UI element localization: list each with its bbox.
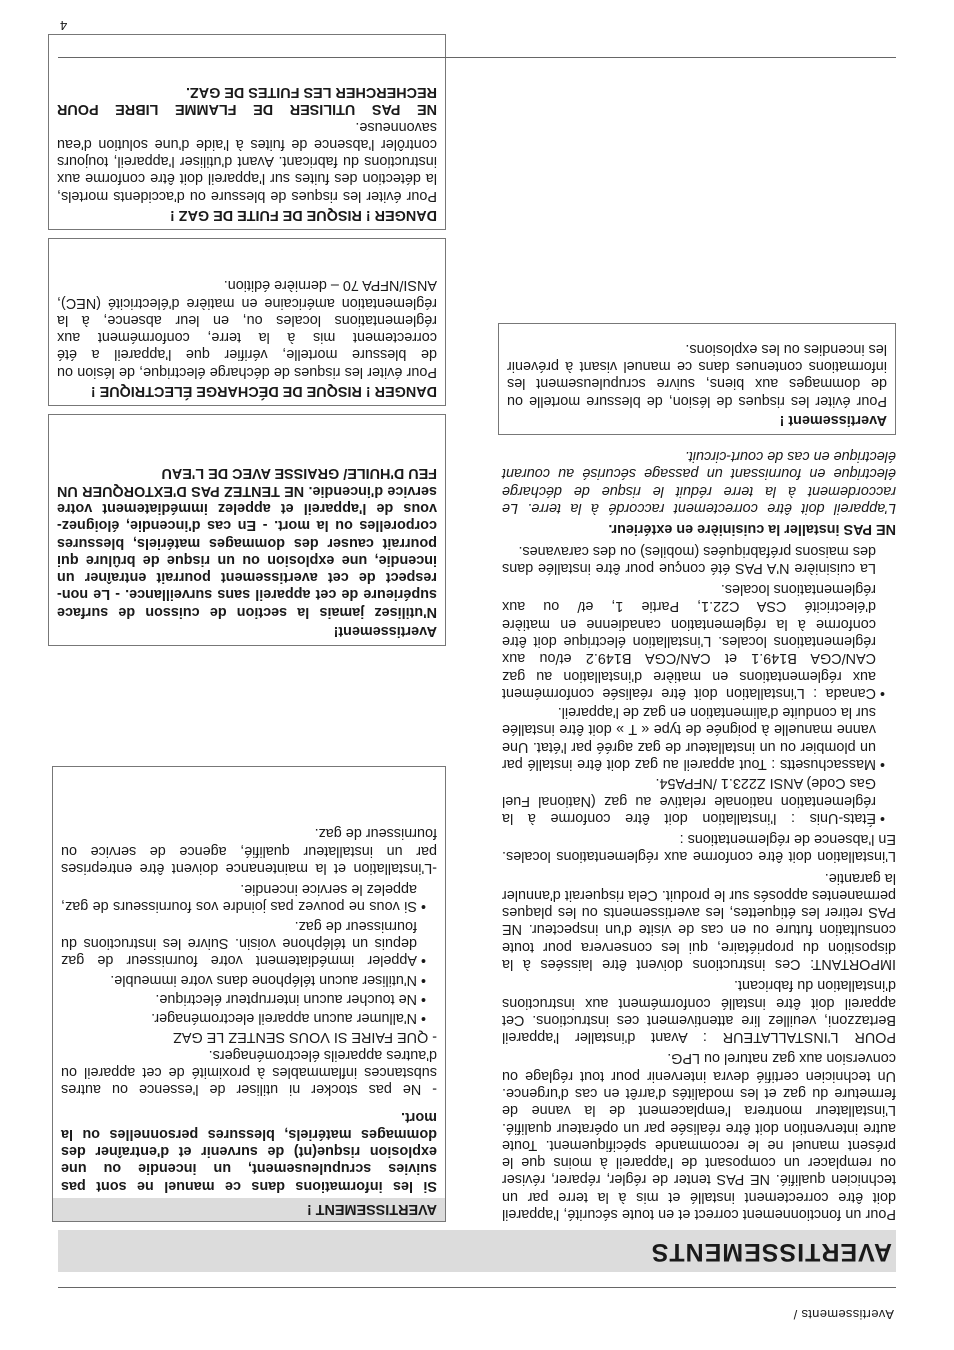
important-paragraph: IMPORTANT: Ces instructions doivent être laissées à la disposition du propriétaire, qui les conservera pour toute consultation future ou en cas de visite d'un inspecteur. NE PAS retirer les étiquettes, les avertissements ou les plaques permanentes apposés sur le produit. Cela risquerait d'annuler la garantie. bbox=[502, 869, 896, 973]
page-number: 4 bbox=[60, 18, 68, 33]
intro-paragraph: Pour un fonctionnement correct et en toute sécurité, l'appareil doit être correctement installé et mis à la terre par un technicien qualifié. NE PAS tenter de régler, réparer, réviser ou remplacer un composant de l'appareil à moins que le présent manuel ne le recommande spécifiquement. Toute autre intervention doit être réalisée par un opérateur qualifié. L'installateur montrera l'emplacement de la vanne de fermeture du gaz et les modalités d'arrêt en cas d'urgence. Un technicien certifié devra intervenir pour tout réglage ou conversion aux gaz naturel ou LPG. bbox=[502, 1050, 896, 1222]
warning-bold-text: Si les informations dans ce manuel ne sont pas suivies scrupuleusement, un incendie ou une explosion risque(nt) de survenir et d'entraîner des dommages matériels, blessures personnelles ou la mort. bbox=[61, 1108, 437, 1194]
grounding-paragraph: L'appareil doit être correctement raccordé à la terre. Le raccordement à la terre réduit le risque de décharge électrique en fournissant un passage sécurisé au courant électrique en cas de court-circuit. bbox=[502, 448, 896, 517]
warning-line-flammables: - Ne pas stocker ni utiliser de l'essence ou autres substances inflammables à proximité de cet appareil ou d'autres appareils électroménagers. bbox=[61, 1046, 437, 1098]
gas-leak-bold: NE PAS UTILISER DE FLAMME LIBRE POUR RECHERCHER LES FUITES DE GAZ. bbox=[57, 84, 437, 118]
warning-box-text: Pour éviter les risques de lésion, de blessure mortelle ou de dommages aux biens, suivre scrupuleusement les informations contenues dans ce manuel visant à prévenir les incendies ou les explosions. bbox=[507, 340, 887, 409]
installer-paragraph: POUR L'INSTALLATEUR : Avant d'installer l'appareil Bertazzoni, veuillez lire attentivement ces instructions. Cet appareil doit être installé conformément aux instructions d'installation du fabricant. bbox=[502, 977, 896, 1046]
list-item: • Ne toucher aucun interrupteur électrique. bbox=[61, 990, 417, 1007]
left-column bbox=[502, 323, 896, 1222]
header-divider bbox=[58, 1287, 896, 1288]
outdoor-warning: NE PAS installer la cuisinière en extérieur. bbox=[608, 521, 896, 538]
electric-text: Pour éviter les risques de décharge électrique, de lésion ou de blessure mortelle, vérifier que l'appareil a été correctement mis à la terre, conformément aux réglementations locales ou, en leur absence, à la réglementation américaine en matière d'électricité (NEC), ANSI/NFPA 70 – dernière édition. bbox=[57, 277, 437, 380]
warning-heading: AVERTISSEMENT ! bbox=[53, 1198, 445, 1221]
mobile-homes-paragraph: La cuisinière N'A PAS été conçue pour être installée dans des maisons préfabriquées (mobiles) ou des caravanes. bbox=[502, 542, 876, 576]
warning-box-heading: Avertissement ! bbox=[779, 411, 887, 428]
regulations-paragraph: L'installation doit être conforme aux réglementations locales. En l'absence de réglementations : bbox=[502, 831, 896, 865]
list-item: • Canada : L'installation doit être réalisée conformément aux réglementations en matière d'installation au gaz CAN/CGA B149.1 et CAN/CGA B149.2 et/ou aux réglementations locales. L'installation électrique doit être conforme à la réglementation canadienne en matière d'électricité CSA C22.1, Partie 1, et/ ou aux réglementations locales. bbox=[502, 580, 876, 701]
cooktop-text: N'utilisez jamais la section de cuisson de surface supérieure de cet appareil sans surveillance. - Le non-respect de cet avertissement pourrait entraîner un incendie, une explosion ou un risque de brûlure qui pourrait causer des dommages matériels, blessures corporelles ou la mort. - En cas d'incendie, éloignez-vous de l'appareil et appelez immédiatement votre service d'incendie. NE TENTEZ PAS D'EXTORQUER UN FEU D'HUILE/ GRAISSE AVEC DE L'EAU bbox=[57, 465, 437, 620]
footer-divider bbox=[58, 57, 896, 58]
gas-smell-list bbox=[61, 880, 437, 1026]
danger-box-gas-leak bbox=[48, 34, 446, 230]
warning-box-cooktop bbox=[48, 414, 446, 646]
warning-box-main bbox=[52, 766, 446, 1222]
list-item: • Si vous ne pouvez pas joindre vos fournisseurs de gaz, appelez le service incendie. bbox=[61, 880, 417, 915]
regulations-list bbox=[502, 580, 896, 826]
list-item: • États-Unis : l'installation doit être conforme à la réglementation nationale relative au gaz (National Fuel Gas Code) ANSI Z223.1 /NFPA54. bbox=[502, 774, 876, 826]
breadcrumb: Avertissements / bbox=[793, 1307, 894, 1322]
cooktop-heading: Avertissement! bbox=[333, 623, 437, 639]
list-item: • N'utiliser aucun téléphone dans votre immeuble. bbox=[61, 970, 417, 987]
right-column bbox=[58, 34, 446, 1222]
danger-box-electric bbox=[48, 238, 446, 406]
electric-heading: DANGER ! RISQUE DE DÉCHARGE ÉLECTRIQUE ! bbox=[90, 383, 437, 399]
warning-line-installation: -L'installation et la maintenance doivent être entreprises par un installateur qualifié, agence de service ou fournisseur de gaz. bbox=[61, 825, 437, 876]
list-item: • Massachusetts : Tout appareil au gaz doit être installé par un plombier ou un installateur de gaz agréé par l'état. Une vanne manuelle à poignée de type « T » doit être installée sur la conduite d'alimentation en gaz de l'appareil. bbox=[502, 703, 876, 772]
list-item: • N'allumer aucun appareil electroménager. bbox=[61, 1009, 417, 1026]
list-item: • Appeler immédiatement votre fournisseur de gaz depuis un téléphone voisin. Suivre les instructions du fournisseur de gaz. bbox=[61, 917, 417, 969]
gas-leak-heading: DANGER ! RISQUE DE FUITE DE GAZ ! bbox=[169, 207, 437, 223]
warning-line-gas-smell: - QUE FAIRE SI VOUS SENTEZ LE GAZ bbox=[173, 1029, 437, 1046]
section-title-band bbox=[58, 1230, 896, 1272]
warning-box-fire bbox=[498, 323, 896, 435]
gas-leak-text: Pour éviter les risques de blessure ou d'accidents mortels, la détection des fuites sur l'appareil doit être conforme aux instructions du fabricant. Avant d'utiliser l'appareil, toujours contrôler l'absence de fuites à l'aide d'une solution d'eau savonneuse. bbox=[57, 118, 437, 204]
page-title: AVERTISSEMENTS bbox=[650, 1238, 892, 1266]
